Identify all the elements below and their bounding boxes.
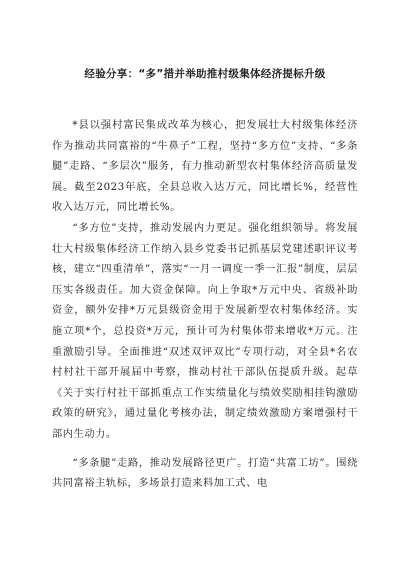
paragraph-intro: *县以强村富民集成改革为核心，把发展壮大村级集体经济作为推动共同富裕的“牛鼻子”工程，坚持“多方位”支持、“多条腿”走路、“多层次”服务，有力推动新型农村集体经济高质量发展。截至2023年底，全县总收入达万元，同比增长%，经营性收入达万元，同比增长%。 [52, 120, 358, 214]
document-body [52, 116, 358, 495]
paragraph-multi-support: “多方位”支持，推动发展内力更足。强化组织领导。将发展壮大村级集体经济工作纳入县乡党委书记抓基层党建述职评议考核，建立“四重清单”，落实“一月一调度一季一汇报”制度，层层压实各级责任。加大资金保障。向上争取*万元中央、省级补助资金，额外安排*万元县级资金用于发展新型农村集体经济。实施立项*个，总投资*万元，预计可为村集体带来增收*万元。注重激励引导。全面推进“双述双评双比”专项行动，对全县*名农村村社干部开展届中考察，推动村社干部队伍提质升级。起草《关于实行村社干部抓重点工作实绩量化与绩效奖励相挂钩激励政策的研究》，通过量化考核办法，制定绩效激励方案增强村干部内生动力。 [52, 222, 358, 440]
document-title: 经验分享：“多”措并举助推村级集体经济提标升级 [84, 68, 326, 80]
paragraph-multi-path: “多条腿”走路，推动发展路径更广。打造“共富工坊”。围绕共同富裕主轨标，多场景打造来料加工式、电 [52, 457, 358, 490]
